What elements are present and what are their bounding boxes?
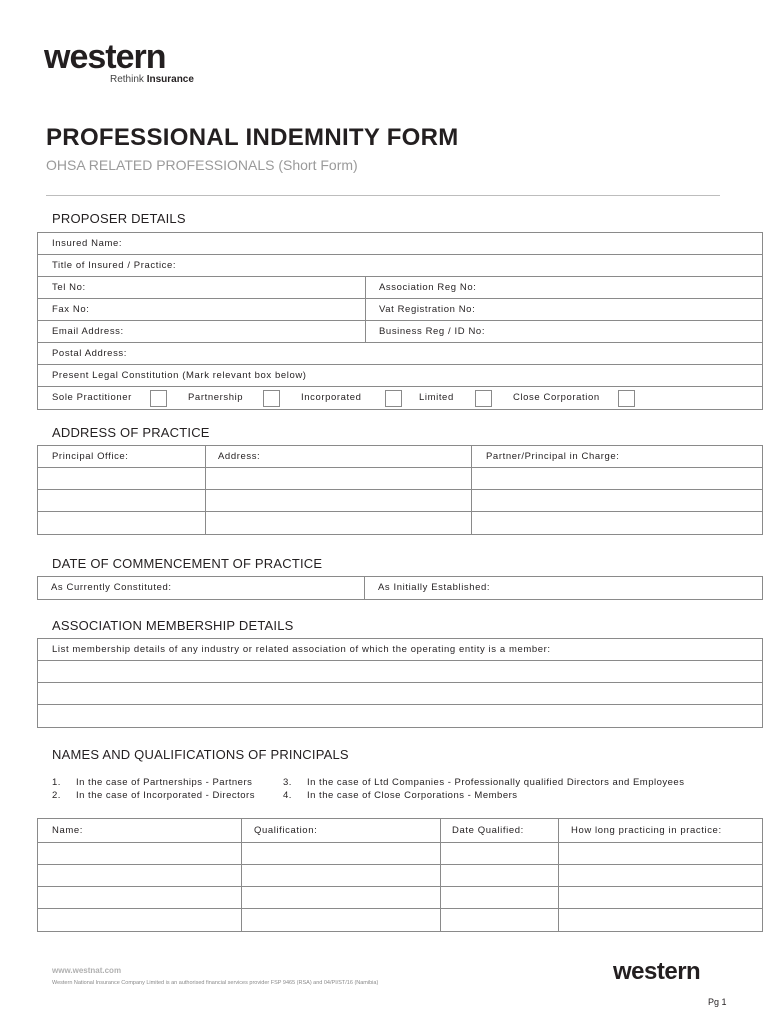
currently-constituted-label: As Currently Constituted: — [51, 582, 172, 593]
table-cell[interactable] — [38, 887, 241, 908]
partner-in-charge-label: Partner/Principal in Charge: — [486, 451, 620, 462]
partner-in-charge-header — [471, 446, 762, 467]
section-heading-commencement: DATE OF COMMENCEMENT OF PRACTICE — [52, 556, 323, 571]
membership-instruction-row — [38, 639, 762, 661]
currently-constituted-field[interactable] — [38, 577, 364, 599]
vat-registration-field[interactable] — [365, 299, 762, 320]
sole-practitioner-checkbox[interactable] — [150, 390, 167, 407]
table-row[interactable] — [38, 683, 762, 705]
section-heading-proposer: PROPOSER DETAILS — [52, 211, 186, 226]
qualification-header — [241, 819, 440, 842]
table-cell[interactable] — [38, 512, 205, 534]
table-cell[interactable] — [38, 468, 205, 489]
option-sole-practitioner-label: Sole Practitioner — [52, 392, 132, 403]
legal-constitution-label: Present Legal Constitution (Mark relevant box below) — [52, 370, 307, 381]
initially-established-label: As Initially Established: — [378, 582, 491, 593]
section-heading-membership: ASSOCIATION MEMBERSHIP DETAILS — [52, 618, 294, 633]
form-title: PROFESSIONAL INDEMNITY FORM — [46, 124, 459, 151]
fax-no-label: Fax No: — [52, 304, 90, 315]
email-address-label: Email Address: — [52, 326, 124, 337]
table-cell[interactable] — [558, 887, 762, 908]
association-reg-field[interactable] — [365, 277, 762, 298]
how-long-header — [558, 819, 762, 842]
partnership-checkbox[interactable] — [263, 390, 280, 407]
list-item-number: 4. — [283, 790, 292, 801]
list-item-number: 1. — [52, 777, 61, 788]
insured-name-label: Insured Name: — [52, 238, 123, 249]
table-cell[interactable] — [440, 865, 558, 886]
table-cell[interactable] — [38, 490, 205, 511]
postal-address-label: Postal Address: — [52, 348, 128, 359]
header-divider — [46, 195, 720, 196]
list-item — [52, 789, 255, 802]
table-cell[interactable] — [558, 865, 762, 886]
title-of-insured-label: Title of Insured / Practice: — [52, 260, 177, 271]
fax-no-field[interactable] — [38, 299, 365, 320]
table-cell[interactable] — [471, 490, 762, 511]
principals-table — [37, 818, 763, 932]
logo-tagline-bold: Insurance — [146, 74, 194, 85]
how-long-label: How long practicing in practice: — [571, 825, 722, 836]
close-corporation-checkbox[interactable] — [618, 390, 635, 407]
address-of-practice-table — [37, 445, 763, 535]
list-item-text: In the case of Incorporated - Directors — [76, 790, 255, 801]
membership-instruction-label: List membership details of any industry or related association of which the operating entity is a member: — [52, 644, 551, 655]
table-cell[interactable] — [241, 909, 440, 931]
table-row — [38, 865, 762, 887]
table-cell[interactable] — [558, 909, 762, 931]
table-row — [38, 512, 762, 534]
logo-tagline — [110, 74, 194, 85]
table-row — [38, 909, 762, 931]
list-item — [52, 776, 255, 789]
commencement-table — [37, 576, 763, 600]
name-header — [38, 819, 241, 842]
address-header — [205, 446, 471, 467]
company-logo — [44, 38, 194, 85]
table-row — [38, 843, 762, 865]
legal-constitution-row — [38, 365, 762, 387]
table-cell[interactable] — [38, 865, 241, 886]
section-heading-principals: NAMES AND QUALIFICATIONS OF PRINCIPALS — [52, 747, 349, 762]
table-cell[interactable] — [440, 887, 558, 908]
business-reg-label: Business Reg / ID No: — [379, 326, 486, 337]
table-row — [38, 468, 762, 490]
table-cell[interactable] — [241, 887, 440, 908]
date-qualified-header — [440, 819, 558, 842]
tel-association-row — [38, 277, 762, 299]
table-row — [38, 887, 762, 909]
commencement-row — [38, 577, 762, 599]
table-cell[interactable] — [440, 909, 558, 931]
section-heading-address: ADDRESS OF PRACTICE — [52, 425, 210, 440]
table-cell[interactable] — [205, 490, 471, 511]
address-label: Address: — [218, 451, 261, 462]
insured-name-row[interactable] — [38, 233, 762, 255]
principal-office-label: Principal Office: — [52, 451, 129, 462]
table-cell[interactable] — [440, 843, 558, 864]
list-item-text: In the case of Close Corporations - Members — [307, 790, 518, 801]
list-item-text: In the case of Ltd Companies - Professionally qualified Directors and Employees — [307, 777, 685, 788]
membership-table — [37, 638, 763, 728]
fax-vat-row — [38, 299, 762, 321]
qualification-label: Qualification: — [254, 825, 318, 836]
principals-list-right — [283, 776, 684, 802]
table-cell[interactable] — [241, 843, 440, 864]
list-item-number: 2. — [52, 790, 61, 801]
option-close-corporation-label: Close Corporation — [513, 392, 600, 403]
tel-no-label: Tel No: — [52, 282, 86, 293]
table-cell[interactable] — [241, 865, 440, 886]
incorporated-checkbox[interactable] — [385, 390, 402, 407]
principals-list-left — [52, 776, 255, 802]
table-cell[interactable] — [205, 512, 471, 534]
page-number: Pg 1 — [708, 997, 727, 1007]
list-item — [283, 776, 684, 789]
principal-office-header — [38, 446, 205, 467]
table-row[interactable] — [38, 661, 762, 683]
table-cell[interactable] — [205, 468, 471, 489]
limited-checkbox[interactable] — [475, 390, 492, 407]
tel-no-field[interactable] — [38, 277, 365, 298]
list-item — [283, 789, 684, 802]
initially-established-field[interactable] — [364, 577, 762, 599]
business-reg-field[interactable] — [365, 321, 762, 342]
address-header-row — [38, 446, 762, 468]
date-qualified-label: Date Qualified: — [452, 825, 524, 836]
association-reg-label: Association Reg No: — [379, 282, 477, 293]
email-business-row — [38, 321, 762, 343]
logo-tagline-light: Rethink — [110, 74, 144, 85]
postal-address-row[interactable] — [38, 343, 762, 365]
form-subtitle: OHSA RELATED PROFESSIONALS (Short Form) — [46, 157, 358, 173]
option-partnership-label: Partnership — [188, 392, 244, 403]
table-cell[interactable] — [471, 512, 762, 534]
footer-logo: western — [613, 958, 701, 985]
option-incorporated-label: Incorporated — [301, 392, 362, 403]
email-address-field[interactable] — [38, 321, 365, 342]
table-cell[interactable] — [558, 843, 762, 864]
list-item-text: In the case of Partnerships - Partners — [76, 777, 253, 788]
table-row — [38, 490, 762, 512]
title-of-insured-row[interactable] — [38, 255, 762, 277]
option-limited-label: Limited — [419, 392, 454, 403]
proposer-details-table — [37, 232, 763, 410]
table-row[interactable] — [38, 705, 762, 727]
principals-header-row — [38, 819, 762, 843]
name-label: Name: — [52, 825, 83, 836]
table-cell[interactable] — [38, 843, 241, 864]
legal-constitution-options-row — [38, 387, 762, 409]
logo-wordmark: western — [44, 38, 166, 76]
table-cell[interactable] — [38, 909, 241, 931]
vat-registration-label: Vat Registration No: — [379, 304, 476, 315]
list-item-number: 3. — [283, 777, 292, 788]
footer-website-link[interactable]: www.westnat.com — [52, 966, 122, 975]
footer-disclaimer: Western National Insurance Company Limited is an authorised financial services provider FSP 9465 (RSA) and 04/PI/ST/16 (Namibia) — [52, 980, 379, 986]
table-cell[interactable] — [471, 468, 762, 489]
